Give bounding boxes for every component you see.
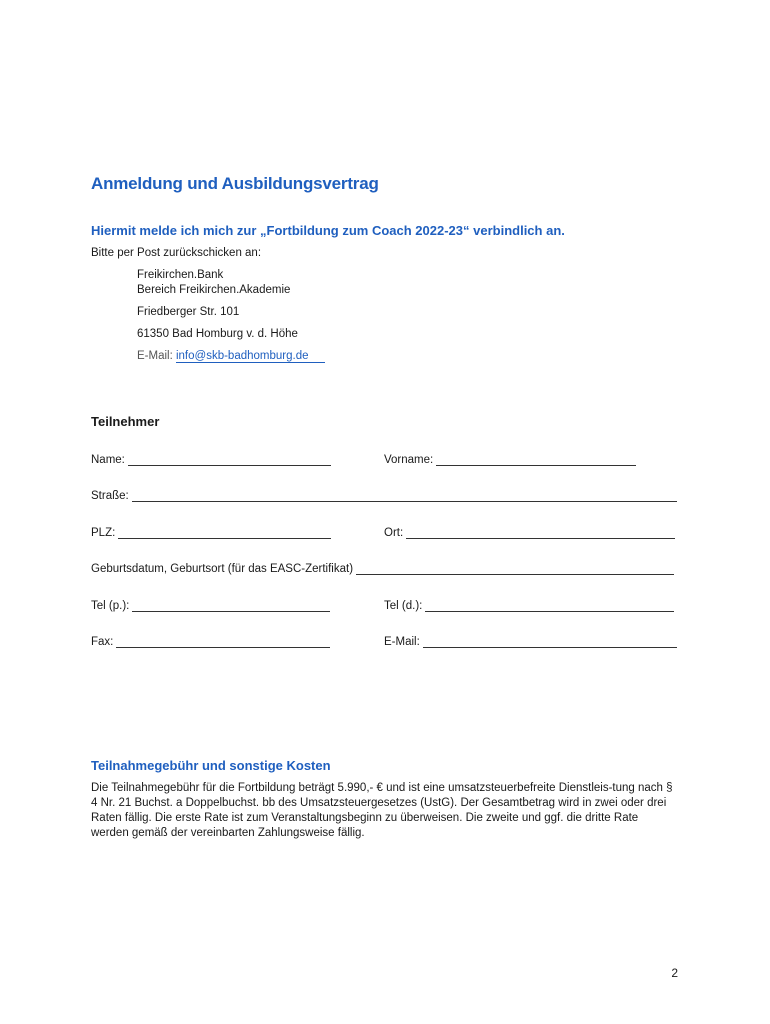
plz-label: PLZ: [91, 527, 116, 539]
participant-heading: Teilnehmer [91, 414, 160, 429]
tel-d-input-line[interactable] [425, 598, 674, 612]
vorname-label: Vorname: [384, 454, 434, 466]
email-label: E-Mail: [137, 350, 173, 362]
fax-label: Fax: [91, 636, 114, 648]
page-number: 2 [671, 966, 678, 980]
ort-input-line[interactable] [406, 525, 675, 539]
address-street: Friedberger Str. 101 [137, 306, 240, 318]
vorname-field[interactable] [384, 452, 636, 466]
address-line-1: Freikirchen.Bank [137, 269, 224, 281]
tel-p-field[interactable] [91, 598, 330, 612]
geburt-label: Geburtsdatum, Geburtsort (für das EASC-Zertifikat) [91, 563, 354, 575]
tel-d-label: Tel (d.): [384, 600, 423, 612]
email-field[interactable] [384, 634, 677, 648]
tel-d-field[interactable] [384, 598, 674, 612]
strasse-input-line[interactable] [132, 488, 677, 502]
email-link[interactable]: info@skb-badhomburg.de [176, 350, 325, 363]
tel-p-label: Tel (p.): [91, 600, 130, 612]
address-city: 61350 Bad Homburg v. d. Höhe [137, 328, 298, 340]
plz-field[interactable] [91, 525, 331, 539]
strasse-field[interactable] [91, 488, 677, 502]
fees-heading: Teilnahmegebühr und sonstige Kosten [91, 758, 331, 773]
ort-field[interactable] [384, 525, 675, 539]
address-email-row [137, 350, 325, 362]
page-title: Anmeldung und Ausbildungsvertrag [91, 174, 379, 193]
geburt-field[interactable] [91, 561, 674, 575]
geburt-input-line[interactable] [356, 561, 674, 575]
registration-statement: Hiermit melde ich mich zur „Fortbildung zum Coach 2022-23“ verbindlich an. [91, 223, 565, 238]
email-input-line[interactable] [423, 634, 677, 648]
fax-field[interactable] [91, 634, 330, 648]
strasse-label: Straße: [91, 490, 129, 502]
return-instruction: Bitte per Post zurückschicken an: [91, 247, 262, 259]
plz-input-line[interactable] [118, 525, 331, 539]
email-field-label: E-Mail: [384, 636, 420, 648]
vorname-input-line[interactable] [436, 452, 636, 466]
fax-input-line[interactable] [116, 634, 330, 648]
fees-paragraph: Die Teilnahmegebühr für die Fortbildung beträgt 5.990,- € und ist eine umsatzsteuerbefreite Dienstleis-tung nach § 4 Nr. 21 Buchst. a Doppelbuchst. bb des Umsatzsteuergesetzes (UstG). Der Gesamtbetrag wird in zwei oder drei Raten fällig. Die erste Rate ist zum Veranstaltungsbeginn zu überweisen. Die zweite und ggf. die dritte Rate werden gemäß der vereinbarten Zahlungsweise fällig. [91, 782, 673, 839]
address-line-2: Bereich Freikirchen.Akademie [137, 284, 291, 296]
ort-label: Ort: [384, 527, 404, 539]
name-input-line[interactable] [128, 452, 331, 466]
name-field[interactable] [91, 452, 331, 466]
name-label: Name: [91, 454, 125, 466]
tel-p-input-line[interactable] [132, 598, 330, 612]
